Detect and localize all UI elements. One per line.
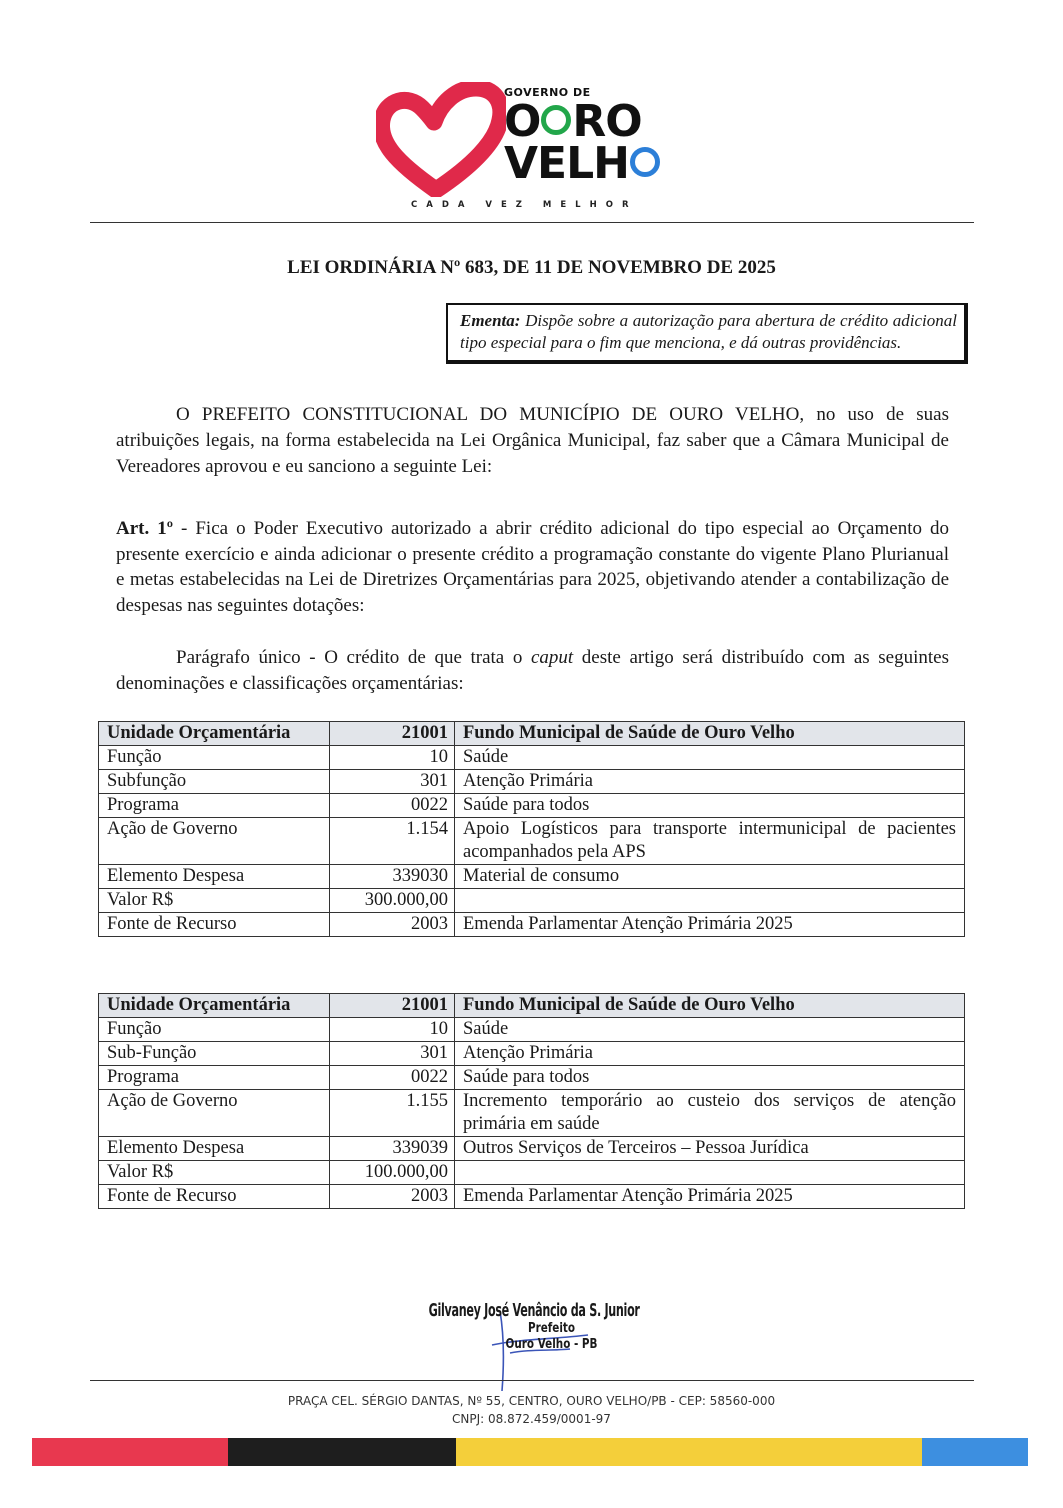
table-row [99, 1090, 965, 1137]
table-cell: Unidade Orçamentária [99, 994, 330, 1018]
table-cell: 301 [330, 770, 455, 794]
ementa-text: Dispõe sobre a autorização para abertura de crédito adicional tipo especial para o fim que menciona, e dá outras providências. [460, 311, 957, 352]
table-cell: Ação de Governo [99, 818, 330, 865]
table-cell: Sub-Função [99, 1042, 330, 1066]
footer-bar-black [228, 1438, 456, 1466]
table-row [99, 1161, 965, 1185]
table-cell: 339030 [330, 865, 455, 889]
table-cell: Emenda Parlamentar Atenção Primária 2025 [455, 1185, 965, 1209]
table-header-row [99, 994, 965, 1018]
table-cell: Ação de Governo [99, 1090, 330, 1137]
table-row [99, 770, 965, 794]
paragrafo-unico [116, 645, 949, 697]
footer-divider [90, 1380, 974, 1381]
table-cell: 0022 [330, 1066, 455, 1090]
table-cell: 10 [330, 1018, 455, 1042]
header-divider [90, 222, 974, 223]
heart-icon [376, 82, 506, 197]
article-1-label: Art. 1º [116, 518, 174, 539]
table-cell: Atenção Primária [455, 1042, 965, 1066]
table-cell: Elemento Despesa [99, 1137, 330, 1161]
table-cell: 1.154 [330, 818, 455, 865]
table-cell: Apoio Logísticos para transporte intermunicipal de pacientes acompanhados pela APS [455, 818, 965, 865]
table-cell: Valor R$ [99, 1161, 330, 1185]
table-cell: Fonte de Recurso [99, 913, 330, 937]
signature-block [0, 1300, 1063, 1353]
logo-governo-de: GOVERNO DE [504, 86, 591, 99]
logo-word-velho: VELH [504, 142, 661, 186]
table-row [99, 865, 965, 889]
table-cell: Subfunção [99, 770, 330, 794]
table-cell: Função [99, 746, 330, 770]
paragrafo-pre: Parágrafo único - O crédito de que trata o [176, 647, 531, 668]
table-row [99, 746, 965, 770]
table-cell: Saúde [455, 746, 965, 770]
green-dot-icon [541, 105, 571, 135]
table-row [99, 1018, 965, 1042]
table-cell: Programa [99, 794, 330, 818]
table-cell: 2003 [330, 1185, 455, 1209]
intro-text: , no uso de suas atribuições legais, na forma estabelecida na Lei Orgânica Municipal, faz saber que a Câmara Municipal de Vereadores aprovou e eu sanciono a seguinte Lei: [116, 404, 949, 477]
logo-slogan: CADA VEZ MELHOR [411, 200, 638, 210]
table-cell: Outros Serviços de Terceiros – Pessoa Jurídica [455, 1137, 965, 1161]
table-row [99, 1185, 965, 1209]
table-row [99, 794, 965, 818]
footer-cnpj: CNPJ: 08.872.459/0001-97 [452, 1412, 611, 1426]
paragrafo-caput: caput [530, 647, 574, 668]
table-row [99, 889, 965, 913]
table-cell [455, 889, 965, 913]
ementa-label: Ementa: [460, 311, 521, 330]
signer-place: Ouro Velho - PB [505, 1337, 598, 1352]
law-title: LEI ORDINÁRIA Nº 683, DE 11 DE NOVEMBRO DE 2025 [287, 257, 776, 278]
table-cell: 0022 [330, 794, 455, 818]
article-1-text: - Fica o Poder Executivo autorizado a abrir crédito adicional do tipo especial ao Orçamento do presente exercício e ainda adicionar o presente crédito a programação constante do vigente Plano Plurianual e metas estabelecidas na Lei de Diretrizes Orçamentárias para 2025, objetivando atender a contabilização de despesas nas seguintes dotações: [116, 518, 949, 616]
table-cell: 1.155 [330, 1090, 455, 1137]
table-cell: Fonte de Recurso [99, 1185, 330, 1209]
table-cell: Valor R$ [99, 889, 330, 913]
table-cell: 100.000,00 [330, 1161, 455, 1185]
table-cell: 2003 [330, 913, 455, 937]
table-cell: 339039 [330, 1137, 455, 1161]
ementa-box [446, 303, 968, 364]
logo-word-ouro: O RO [504, 96, 642, 147]
ouro-velho-logo [376, 82, 676, 217]
table-cell: 301 [330, 1042, 455, 1066]
table-cell: Material de consumo [455, 865, 965, 889]
table-cell: Programa [99, 1066, 330, 1090]
blue-dot-icon [630, 147, 660, 177]
table-row [99, 818, 965, 865]
intro-bold: O PREFEITO CONSTITUCIONAL DO MUNICÍPIO DE OURO VELHO [176, 404, 800, 425]
table-cell: 10 [330, 746, 455, 770]
table-cell: Função [99, 1018, 330, 1042]
table-cell: Incremento temporário ao custeio dos serviços de atenção primária em saúde [455, 1090, 965, 1137]
table-row [99, 1042, 965, 1066]
article-1 [116, 516, 949, 618]
table-cell: 21001 [330, 722, 455, 746]
table-row [99, 913, 965, 937]
table-cell: Saúde [455, 1018, 965, 1042]
table-cell: Saúde para todos [455, 794, 965, 818]
budget-table-1 [98, 721, 965, 937]
table-cell: Unidade Orçamentária [99, 722, 330, 746]
table-row [99, 1066, 965, 1090]
footer-bar-blue [922, 1438, 1028, 1466]
signer-name: Gilvaney José Venâncio da S. Junior [428, 1300, 640, 1321]
table-cell: Fundo Municipal de Saúde de Ouro Velho [455, 722, 965, 746]
footer-address: PRAÇA CEL. SÉRGIO DANTAS, Nº 55, CENTRO, OURO VELHO/PB - CEP: 58560-000 [287, 1394, 776, 1408]
table-cell: 300.000,00 [330, 889, 455, 913]
table-cell: Atenção Primária [455, 770, 965, 794]
table-cell: 21001 [330, 994, 455, 1018]
footer-bar-red [32, 1438, 228, 1466]
table-row [99, 1137, 965, 1161]
table-cell [455, 1161, 965, 1185]
budget-table-2 [98, 993, 965, 1209]
intro-paragraph [116, 402, 949, 480]
footer-bar-yellow [456, 1438, 922, 1466]
table-cell: Emenda Parlamentar Atenção Primária 2025 [455, 913, 965, 937]
footer-address-block [0, 1392, 1063, 1428]
table-cell: Elemento Despesa [99, 865, 330, 889]
table-header-row [99, 722, 965, 746]
table-cell: Saúde para todos [455, 1066, 965, 1090]
paragrafo-post: deste artigo será distribuído com as seguintes denominações e classificações orçamentárias: [116, 647, 949, 694]
table-cell: Fundo Municipal de Saúde de Ouro Velho [455, 994, 965, 1018]
signer-role: Prefeito [527, 1321, 576, 1336]
